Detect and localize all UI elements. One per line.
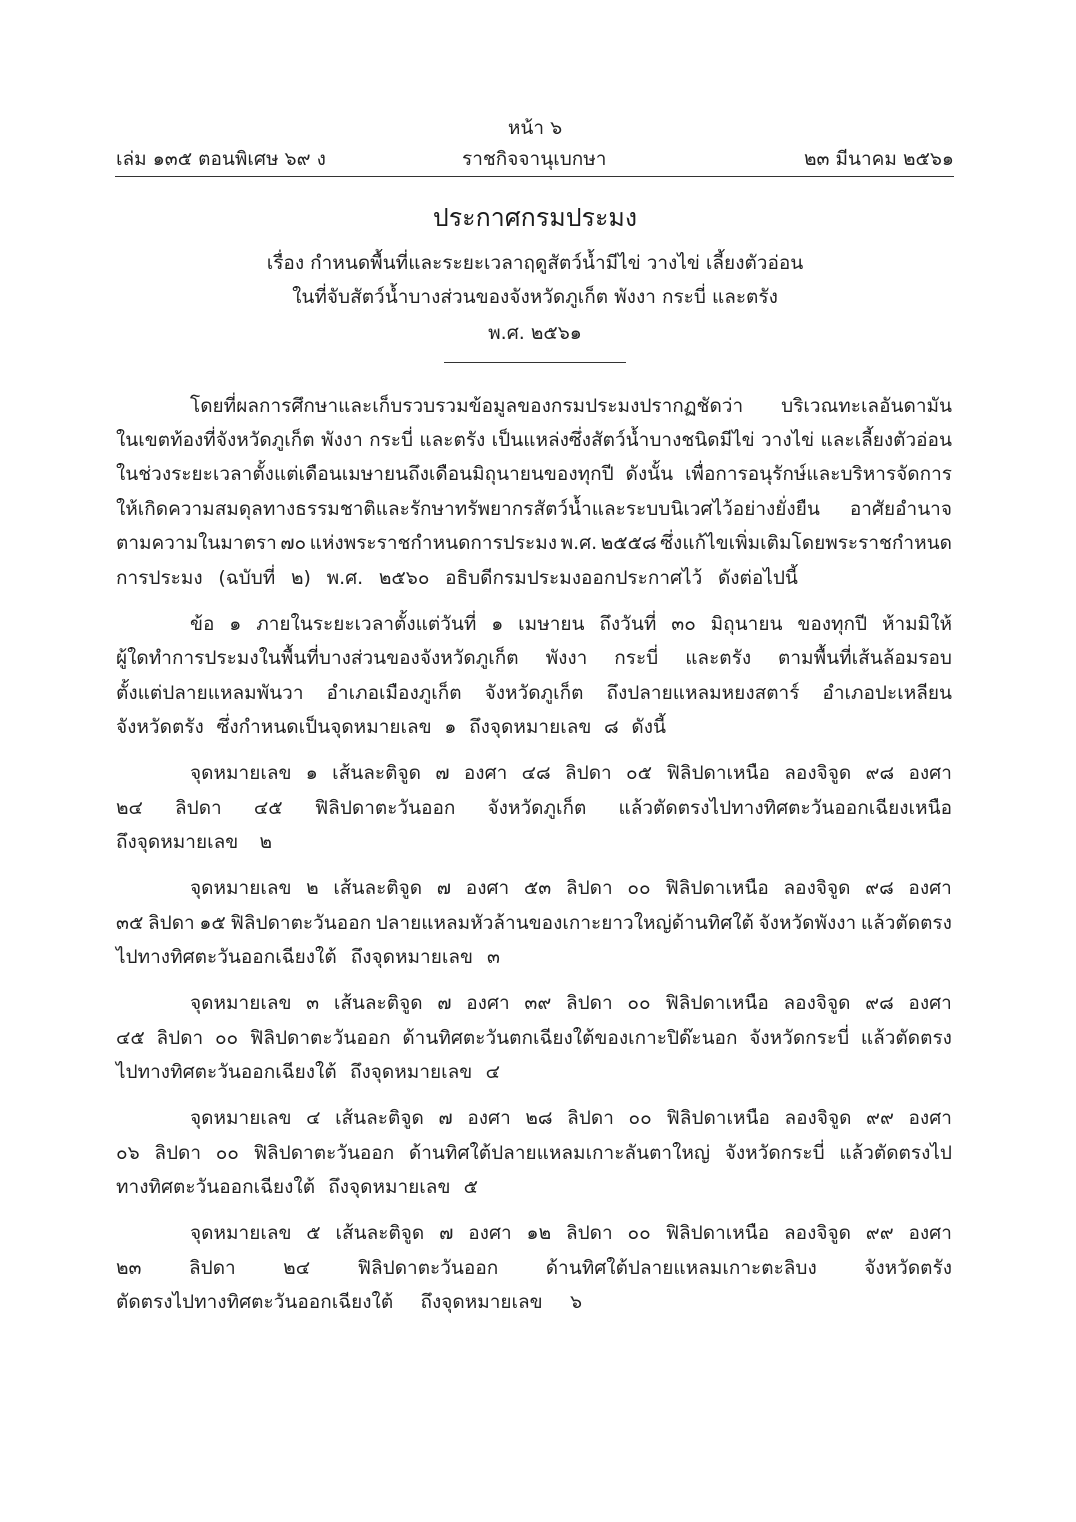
body-word: ถึงจุดหมายเลข	[469, 716, 592, 738]
body-word: ซึ่งกำหนดเป็นจุดหมายเลข	[216, 716, 432, 738]
body-word: เป็นแหล่งซึ่งสัตว์น้ำบางชนิดมีไข่	[491, 429, 755, 451]
body-word: ฟิลิปดาเหนือ	[665, 992, 769, 1014]
body-word: ๔	[306, 1107, 321, 1129]
body-line	[190, 1106, 952, 1130]
body-word: ลิปดา	[175, 797, 222, 819]
body-word: กระบี่	[369, 429, 414, 451]
body-word: ๗	[439, 1222, 454, 1244]
body-word: ๗๐	[280, 532, 307, 554]
body-word: ด้านทิศใต้ปลายแหลมเกาะตะลิบง	[545, 1257, 817, 1279]
body-word: ๒๓	[116, 1257, 142, 1279]
body-word: ๙๙	[865, 1222, 894, 1244]
body-word: องศา	[467, 1107, 511, 1129]
body-word: ให้เกิดความสมดุลทางธรรมชาติและรักษาทรัพยากรสัตว์น้ำและระบบนิเวศไว้อย่างยั่งยืน	[116, 498, 820, 520]
body-word: ลองจิจูด	[784, 1222, 851, 1244]
body-line	[116, 1060, 500, 1084]
body-word: จังหวัดภูเก็ต	[484, 682, 584, 704]
publication-date: ๒๓ มีนาคม ๒๕๖๑	[803, 148, 954, 170]
body-word: ๒๕๖๐	[378, 567, 430, 589]
body-word: องศา	[466, 992, 510, 1014]
body-word: จุดหมายเลข	[190, 1107, 292, 1129]
body-word: ถึงจุดหมายเลข	[420, 1291, 543, 1313]
body-word: ในเขตท้องที่จังหวัดภูเก็ต	[116, 429, 315, 451]
body-line	[116, 681, 952, 705]
body-word: ข้อ	[190, 613, 215, 635]
body-word: องศา	[908, 877, 952, 899]
body-word: แล้วตัดตรง	[860, 912, 952, 934]
body-word: ๗	[436, 877, 452, 899]
body-word: ปลายแหลมหัวล้านของเกาะยาวใหญ่ด้านทิศใต้	[375, 912, 754, 934]
body-word: ๓	[306, 992, 320, 1014]
body-word: ๔	[485, 1061, 500, 1083]
body-line	[116, 1141, 952, 1165]
body-word: ถึงวันที่	[599, 613, 657, 635]
body-line	[116, 1290, 582, 1314]
body-line	[116, 830, 272, 854]
body-word: ลิปดา	[565, 1222, 613, 1244]
body-word: ลิปดา	[567, 1107, 614, 1129]
title-divider	[444, 362, 626, 363]
body-word: องศา	[908, 762, 952, 784]
gazette-name: ราชกิจจานุเบกษา	[462, 148, 607, 170]
body-line	[116, 1026, 952, 1050]
body-word: ฟิลิปดาตะวันออก	[253, 1142, 395, 1164]
body-word: ลิปดา	[148, 912, 195, 934]
body-word: พังงา	[320, 429, 363, 451]
body-word: ผู้ใดทำการประมงในพื้นที่บางส่วนของจังหวัดภูเก็ต	[116, 647, 519, 669]
body-word: ฟิลิปดาเหนือ	[666, 1107, 770, 1129]
body-word: กระบี่	[614, 647, 659, 669]
body-word: จุดหมายเลข	[190, 992, 292, 1014]
announcement-subject-line-2: ในที่จับสัตว์น้ำบางส่วนของจังหวัดภูเก็ต พังงา กระบี่ และตรัง	[292, 286, 778, 308]
body-line	[190, 876, 952, 900]
header-divider	[115, 176, 954, 177]
body-word: ตามพื้นที่เส้นล้อมรอบ	[778, 647, 952, 669]
body-word: วางไข่	[760, 429, 815, 451]
body-word: จุดหมายเลข	[190, 762, 292, 784]
body-word: ดังต่อไปนี้	[717, 567, 798, 589]
body-word: อำเภอเมืองภูเก็ต	[326, 682, 462, 704]
body-word: ๑	[305, 762, 318, 784]
body-word: ภายในระยะเวลาตั้งแต่วันที่	[256, 613, 477, 635]
body-word: เส้นละติจูด	[333, 877, 423, 899]
body-line	[116, 566, 798, 590]
body-word: ๗	[438, 1107, 453, 1129]
body-word: ซึ่งแก้ไขเพิ่มเติมโดยพระราชกำหนด	[660, 532, 952, 554]
body-word: อาศัยอำนาจ	[849, 498, 952, 520]
body-word: เพื่อการอนุรักษ์และบริหารจัดการ	[684, 463, 952, 485]
body-word: องศา	[468, 1222, 512, 1244]
body-line	[116, 715, 666, 739]
body-word: ลิปดา	[188, 1257, 236, 1279]
body-word: (ฉบับที่	[218, 567, 276, 589]
body-word: ๗	[435, 762, 450, 784]
body-word: ๗	[437, 992, 452, 1014]
body-word: ๔๘	[521, 762, 551, 784]
body-line	[116, 462, 952, 486]
volume-label: เล่ม ๑๓๕ ตอนพิเศษ ๖๙ ง	[116, 148, 326, 170]
body-word: ๓	[487, 946, 500, 968]
body-word: จุดหมายเลข	[190, 877, 292, 899]
body-word: พ.ศ.	[560, 532, 598, 554]
body-word: ดังนั้น	[625, 463, 674, 485]
announcement-year: พ.ศ. ๒๕๖๑	[488, 322, 582, 344]
body-word: พ.ศ.	[326, 567, 364, 589]
body-word: ตามความในมาตรา	[116, 532, 277, 554]
body-word: ๒๘	[525, 1107, 553, 1129]
body-word: ๐๐	[627, 992, 651, 1014]
body-word: เส้นละติจูด	[332, 762, 421, 784]
body-word: และตรัง	[685, 647, 752, 669]
body-word: ถึงจุดหมายเลข	[350, 946, 473, 968]
body-line	[190, 394, 952, 418]
body-word: ๓๐	[671, 613, 696, 635]
body-word: เส้นละติจูด	[335, 1107, 424, 1129]
body-line	[190, 612, 952, 636]
body-word: ลิปดา	[565, 762, 612, 784]
body-word: ลิปดา	[154, 1142, 202, 1164]
body-word: องศา	[908, 1222, 952, 1244]
body-word: ๐๐	[627, 877, 651, 899]
body-word: แล้วตัดตรงไปทางทิศตะวันออกเฉียงเหนือ	[618, 797, 952, 819]
body-word: จังหวัดกระบี่	[749, 1027, 850, 1049]
body-word: ถึงปลายแหลมหยงสตาร์	[606, 682, 800, 704]
body-word: ด้านทิศใต้ปลายแหลมเกาะลันตาใหญ่	[408, 1142, 711, 1164]
body-word: ๘	[604, 716, 619, 738]
body-line	[116, 497, 952, 521]
body-word: ๒)	[290, 567, 311, 589]
body-word: ด้านทิศตะวันตกเฉียงใต้ของเกาะปิด๊ะนอก	[402, 1027, 738, 1049]
body-word: องศา	[463, 762, 508, 784]
body-word: แล้วตัดตรงไป	[839, 1142, 952, 1164]
body-line	[116, 796, 952, 820]
body-line	[190, 1221, 952, 1245]
body-word: องศา	[465, 877, 510, 899]
body-line	[116, 911, 952, 935]
body-word: จังหวัดตรัง	[116, 716, 204, 738]
body-word: ในช่วงระยะเวลาตั้งแต่เดือนเมษายนถึงเดือนมิถุนายนของทุกปี	[116, 463, 614, 485]
body-word: ดังนี้	[631, 716, 666, 738]
body-word: ๙๙	[866, 1107, 894, 1129]
body-word: ฟิลิปดาเหนือ	[665, 1222, 770, 1244]
body-word: ฟิลิปดาตะวันออก	[230, 912, 372, 934]
announcement-title: ประกาศกรมประมง	[432, 203, 638, 232]
body-word: แล้วตัดตรง	[860, 1027, 952, 1049]
body-word: ทางทิศตะวันออกเฉียงใต้	[116, 1176, 316, 1198]
announcement-subject-line-1: เรื่อง กำหนดพื้นที่และระยะเวลาฤดูสัตว์น้ำมีไข่ วางไข่ เลี้ยงตัวอ่อน	[266, 252, 804, 274]
body-word: ๓๙	[524, 992, 552, 1014]
body-word: ถึงจุดหมายเลข	[350, 1061, 473, 1083]
body-word: ๐๖	[116, 1142, 140, 1164]
body-word: ลองจิจูด	[784, 1107, 852, 1129]
body-word: ฟิลิปดาตะวันออก	[314, 797, 456, 819]
body-word: ๑	[229, 613, 242, 635]
body-word: ลิปดา	[156, 1027, 204, 1049]
body-word: ๙๘	[865, 992, 894, 1014]
body-word: องศา	[908, 1107, 952, 1129]
body-word: ๒๔	[283, 1257, 311, 1279]
body-word: ๐๕	[626, 762, 653, 784]
body-word: ๖	[569, 1291, 582, 1313]
body-word: ๙๘	[865, 877, 894, 899]
body-word: ถึงจุดหมายเลข	[328, 1176, 451, 1198]
page-number: หน้า ๖	[507, 117, 563, 139]
body-word: ฟิลิปดาเหนือ	[665, 877, 769, 899]
body-word: ตัดตรงไปทางทิศตะวันออกเฉียงใต้	[116, 1291, 394, 1313]
body-word: ฟิลิปดาตะวันออก	[357, 1257, 499, 1279]
body-word: ๐๐	[627, 1222, 651, 1244]
body-line	[116, 531, 952, 555]
body-word: โดยที่ผลการศึกษาและเก็บรวบรวมข้อมูลของกรมประมงปรากฏชัดว่า	[190, 395, 744, 417]
body-word: แห่งพระราชกำหนดการประมง	[309, 532, 558, 554]
body-word: เส้นละติจูด	[333, 992, 423, 1014]
body-word: ฟิลิปดาเหนือ	[666, 762, 770, 784]
body-line	[116, 945, 500, 969]
body-word: ไปทางทิศตะวันออกเฉียงใต้	[116, 1061, 337, 1083]
body-word: ๐๐	[214, 1027, 239, 1049]
body-word: จังหวัดภูเก็ต	[487, 797, 587, 819]
body-word: ๒	[306, 877, 319, 899]
body-word: ลองจิจูด	[783, 877, 851, 899]
body-word: และเลี้ยงตัวอ่อน	[820, 429, 952, 451]
body-word: ถึงจุดหมายเลข	[116, 831, 239, 853]
body-word: ของทุกปี	[797, 613, 868, 635]
body-word: เมษายน	[518, 613, 585, 635]
body-word: ลองจิจูด	[784, 762, 852, 784]
body-word: ๓๕	[116, 912, 144, 934]
body-word: ห้ามมิให้	[881, 613, 952, 635]
body-word: ๕๓	[523, 877, 552, 899]
body-word: ๒	[259, 831, 272, 853]
body-word: ๔๕	[116, 1027, 145, 1049]
body-line	[116, 646, 952, 670]
body-line	[116, 1175, 478, 1199]
body-word: จังหวัดตรัง	[864, 1257, 952, 1279]
body-word: จังหวัดพังงา	[758, 912, 857, 934]
body-word: พังงา	[545, 647, 588, 669]
body-word: ๑๕	[199, 912, 226, 934]
body-word: ฟิลิปดาตะวันออก	[249, 1027, 391, 1049]
body-word: การประมง	[116, 567, 203, 589]
body-word: ๐๐	[628, 1107, 652, 1129]
body-word: ๒๔	[116, 797, 143, 819]
body-word: จังหวัดกระบี่	[724, 1142, 825, 1164]
body-word: บริเวณทะเลอันดามัน	[781, 395, 952, 417]
body-word: อธิบดีกรมประมงออกประกาศไว้	[445, 567, 703, 589]
body-word: เส้นละติจูด	[335, 1222, 425, 1244]
body-line	[116, 1256, 952, 1280]
body-word: ๐๐	[215, 1142, 239, 1164]
body-word: ๕	[463, 1176, 478, 1198]
body-word: อำเภอปะเหลียน	[822, 682, 952, 704]
body-word: ลิปดา	[565, 992, 613, 1014]
body-word: ๑	[444, 716, 457, 738]
body-word: มิถุนายน	[710, 613, 783, 635]
body-word: จุดหมายเลข	[190, 1222, 292, 1244]
body-line	[190, 991, 952, 1015]
body-word: ๒๕๕๘	[600, 532, 657, 554]
body-word: ๑๒	[526, 1222, 552, 1244]
body-word: ตั้งแต่ปลายแหลมพันวา	[116, 682, 304, 704]
body-word: ๕	[306, 1222, 321, 1244]
body-word: องศา	[908, 992, 952, 1014]
body-line	[190, 761, 952, 785]
body-word: ๙๘	[865, 762, 895, 784]
body-word: ๑	[491, 613, 504, 635]
body-word: ลิปดา	[565, 877, 613, 899]
body-word: และตรัง	[419, 429, 486, 451]
body-line	[116, 428, 952, 452]
body-word: ลองจิจูด	[783, 992, 851, 1014]
body-word: ๔๕	[253, 797, 283, 819]
body-word: ไปทางทิศตะวันออกเฉียงใต้	[116, 946, 337, 968]
